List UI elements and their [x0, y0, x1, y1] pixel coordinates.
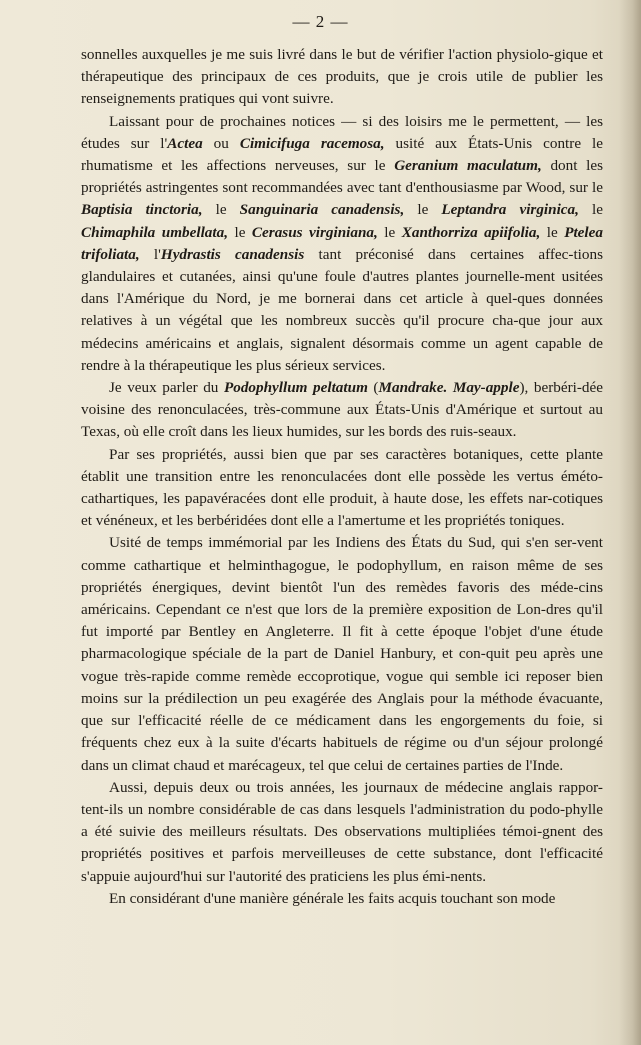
italic-term: Xanthorriza apiifolia,: [401, 223, 541, 241]
text-run: le: [578, 201, 603, 219]
text-run: sonnelles auxquelles je me suis livré dans le but de vérifier l'action physiolo-gique et thérapeutique des principaux de ces produits, que je crois utile de publier les renseignements pratiques qui vont suivre.: [81, 46, 603, 108]
italic-term: Mandrake. May-apple: [378, 379, 520, 397]
text-run: ou: [202, 134, 240, 152]
paragraph-2: [81, 111, 603, 377]
italic-term: Baptisia tinctoria,: [81, 201, 203, 219]
italic-term: Chimaphila umbellata,: [81, 223, 228, 241]
page-edge-shadow: [619, 0, 641, 1045]
paragraph-7: [81, 888, 603, 910]
body-text: [81, 44, 603, 910]
paragraph-6: [81, 777, 603, 888]
italic-term: Hydrastis canadensis: [160, 245, 305, 263]
text-run: usité aux États-Unis contre le rhumatisme et les affections nerveuses, sur le: [81, 134, 604, 175]
text-run: le: [228, 223, 252, 241]
paragraph-5: [81, 532, 603, 776]
text-run: Par ses propriétés, aussi bien que par ses caractères botaniques, cette plante établit une transition entre les renonculacées dont elle possède les vertus éméto-cathartiques, les papavéracées dont elle produit, à haute dose, les effets nar-cotiques et vénéneux, et les berbéridées dont elle a l'amertume et les propriétés toniques.: [81, 445, 603, 530]
text-run: ), berbéri-dée voisine des renonculacées, très-commune aux États-Unis d'Amérique et surtout au Texas, où elle croît dans les lieux humides, sur les bords des ruis-seaux.: [81, 379, 604, 441]
text-run: Je veux parler du: [109, 379, 224, 397]
text-run: En considérant d'une manière générale les faits acquis touchant son mode: [109, 889, 556, 907]
text-run: dont les propriétés astringentes sont recommandées avec tant d'enthousiasme par Wood, sur le: [81, 157, 604, 197]
text-run: le: [404, 201, 442, 219]
paragraph-3: [81, 377, 603, 444]
italic-term: Leptandra virginica,: [441, 201, 579, 219]
text-run: Aussi, depuis deux ou trois années, les journaux de médecine anglais rappor-tent-ils un nombre considérable de cas dans lesquels l'administration du podo-phylle a été suivie des meilleurs résultats. Des observations multipliées témoi-gnent des propriétés positives et parfois merveilleuses de cette substance, dont l'efficacité s'appuie aujourd'hui sur l'autorité des praticiens les plus émi-nents.: [81, 778, 603, 885]
text-run: Usité de temps immémorial par les Indiens des États du Sud, qui s'en ser-vent comme cathartique et helminthagogue, le podophyllum, en raison même de ses propriétés énergiques, devint bientôt l'un des remèdes favoris des méde-cins américains. Cependant ce n'est que lors de la première exposition de Lon-dres qu'il fut importé par Bentley en Angleterre. Il fit à cette époque l'objet d'une étude pharmacologique spéciale de la part de Daniel Hanbury, et con-quit peu après une vogue très-rapide comme remède eccoprotique, vogue qui semble ici reposer bien moins sur la prédilection un peu exagérée des Anglais pour la méthode évacuante, que sur l'efficacité réelle de ce médicament dans les engorgements du foie, si fréquents chez eux à la suite d'écarts habituels de régime ou d'un séjour prolongé dans un climat chaud et marécageux, tel que celui de certaines parties de l'Inde.: [81, 534, 603, 774]
paragraph-1: [81, 44, 603, 111]
italic-term: Geranium maculatum,: [394, 157, 542, 175]
text-run: tant préconisé dans certaines affec-tions glandulaires et cutanées, ainsi qu'une foule d'autres plantes journelle-ment usitées dans l'Amérique du Nord, je me bornerai dans cet article à quel-ques données relatives à un végétal que les nombreux succès qu'il procure cha-que jour aux médecins américains et anglais, signalent désormais comme un agent capable de rendre à la thérapeutique les plus sérieux services.: [81, 245, 603, 374]
paragraph-4: [81, 444, 603, 533]
page-number: — 2 —: [292, 12, 349, 31]
text-run: le: [540, 223, 565, 241]
italic-term: Ptelea trifoliata,: [81, 223, 603, 263]
italic-term: Podophyllum peltatum: [223, 379, 368, 397]
italic-term: Cerasus virginiana,: [251, 223, 378, 241]
italic-term: Actea: [167, 134, 203, 152]
text-run: le: [377, 223, 402, 241]
italic-term: Sanguinaria canadensis,: [239, 201, 405, 219]
italic-term: Cimicifuga racemosa,: [239, 134, 385, 152]
text-run: le: [202, 201, 240, 219]
text-run: Laissant pour de prochaines notices — si des loisirs me le permettent, — les études sur l': [81, 112, 603, 152]
text-run: (: [367, 379, 379, 397]
text-run: l': [139, 245, 161, 263]
